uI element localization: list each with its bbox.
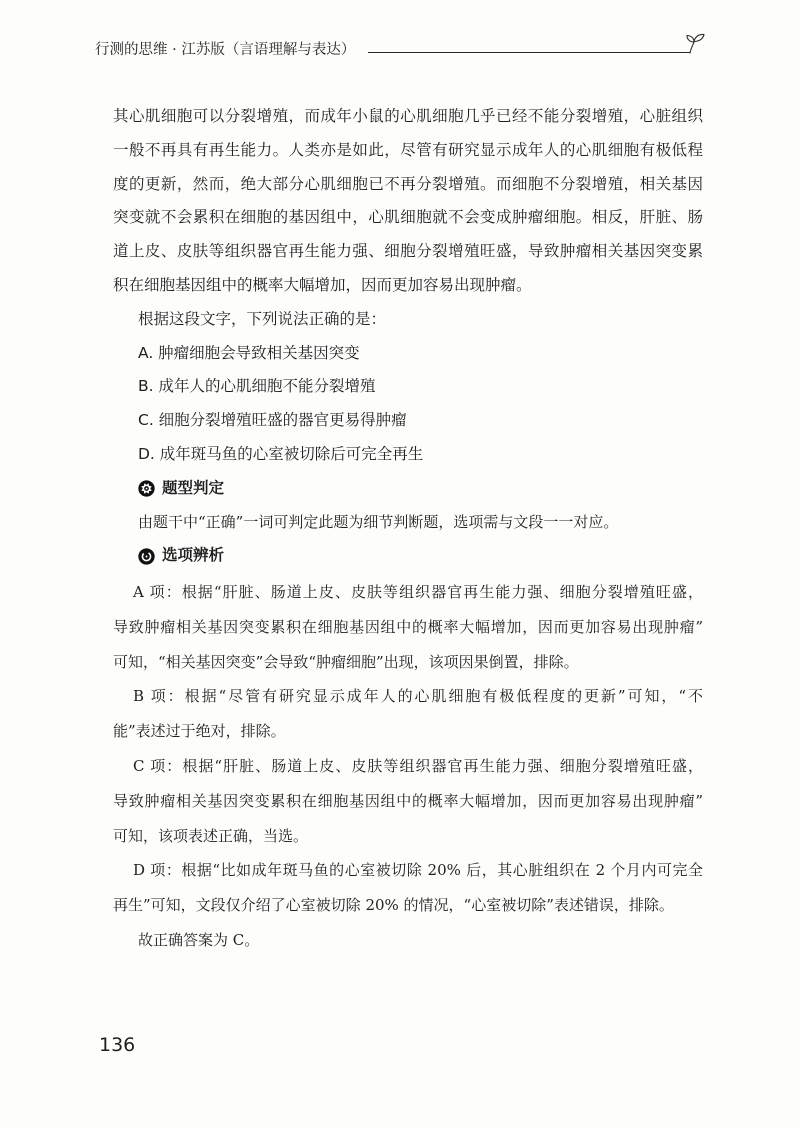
question-block [113, 100, 703, 573]
analysis-heading-text: 选项辨析 [162, 546, 225, 565]
passage-line: 一般不再具有再生能力。人类亦是如此，尽管有研究显示成年人的心肌细胞有极低程 [113, 140, 703, 159]
option-d: D. 成年斑马鱼的心室被切除后可完全再生 [138, 444, 424, 463]
analysis-line: 能”表述过于绝对，排除。 [113, 722, 286, 741]
analysis-item-c [113, 749, 703, 853]
running-header-title: 行测的思维 · 江苏版（言语理解与表达） [95, 42, 356, 58]
analysis-line: C 项：根据“肝脏、肠道上皮、皮肤等组织器官再生能力强、细胞分裂增殖旺盛， [133, 756, 703, 775]
passage-line: 其心肌细胞可以分裂增殖，而成年小鼠的心肌细胞几乎已经不能分裂增殖，心脏组织 [113, 107, 703, 125]
analysis-line: B 项：根据“尽管有研究显示成年人的心肌细胞有极低程度的更新”可知，“不 [133, 687, 703, 706]
analysis-line: 导致肿瘤相关基因突变累积在细胞基因组中的概率大幅增加，因而更加容易出现肿瘤” [113, 617, 703, 636]
sprout-icon [682, 32, 706, 54]
type-judgment-text: 由题干中“正确”一词可判定此题为细节判断题，选项需与文段一一对应。 [138, 512, 619, 531]
passage-line: 度的更新，然而，绝大部分心肌细胞已不再分裂增殖。而细胞不分裂增殖，相关基因 [113, 174, 703, 193]
option-c: C. 细胞分裂增殖旺盛的器官更易得肿瘤 [138, 411, 407, 430]
analysis-heading [113, 539, 703, 573]
question-stem: 根据这段文字，下列说法正确的是： [138, 309, 387, 328]
question [113, 303, 703, 472]
analysis-line: 可知，“相关基因突变”会导致“肿瘤细胞”出现，该项因果倒置，排除。 [113, 652, 579, 671]
option-b: B. 成年人的心肌细胞不能分裂增殖 [138, 377, 376, 396]
option-a: A. 肿瘤细胞会导致相关基因突变 [138, 343, 360, 362]
analysis-line: A 项：根据“肝脏、肠道上皮、皮肤等组织器官再生能力强、细胞分裂增殖旺盛， [133, 583, 703, 601]
page-number: 136 [99, 1034, 136, 1056]
flower-badge-icon [138, 480, 155, 497]
analysis-line: 再生”可知，文段仅介绍了心室被切除 20% 的情况，“心室被切除”表述错误，排除。 [113, 896, 674, 915]
analysis-line: 可知，该项表述正确，当选。 [113, 826, 309, 845]
analysis-item-a [113, 575, 703, 679]
options-list [113, 337, 703, 472]
type-judgment-heading-text: 题型判定 [162, 478, 225, 497]
ring-badge-icon [138, 548, 155, 565]
analysis-line: 导致肿瘤相关基因突变累积在细胞基因组中的概率大幅增加，因而更加容易出现肿瘤” [113, 791, 703, 810]
analysis-block [113, 575, 703, 958]
passage-line: 积在细胞基因组中的概率大幅增加，因而更加容易出现肿瘤。 [113, 275, 532, 294]
analysis-item-d [113, 853, 703, 923]
analysis-item-b [113, 679, 703, 749]
type-judgment-heading [113, 472, 703, 506]
analysis-line: D 项：根据“比如成年斑马鱼的心室被切除 20% 后，其心脏组织在 2 个月内可完全 [133, 861, 703, 880]
answer-line: 故正确答案为 C。 [138, 930, 260, 949]
header-rule [368, 52, 690, 53]
passage-line: 突变就不会累积在细胞的基因组中，心肌细胞就不会变成肿瘤细胞。相反，肝脏、肠 [113, 208, 703, 227]
passage-line: 道上皮、皮肤等组织器官再生能力强、细胞分裂增殖旺盛，导致肿瘤相关基因突变累 [113, 242, 703, 261]
passage [113, 100, 703, 303]
